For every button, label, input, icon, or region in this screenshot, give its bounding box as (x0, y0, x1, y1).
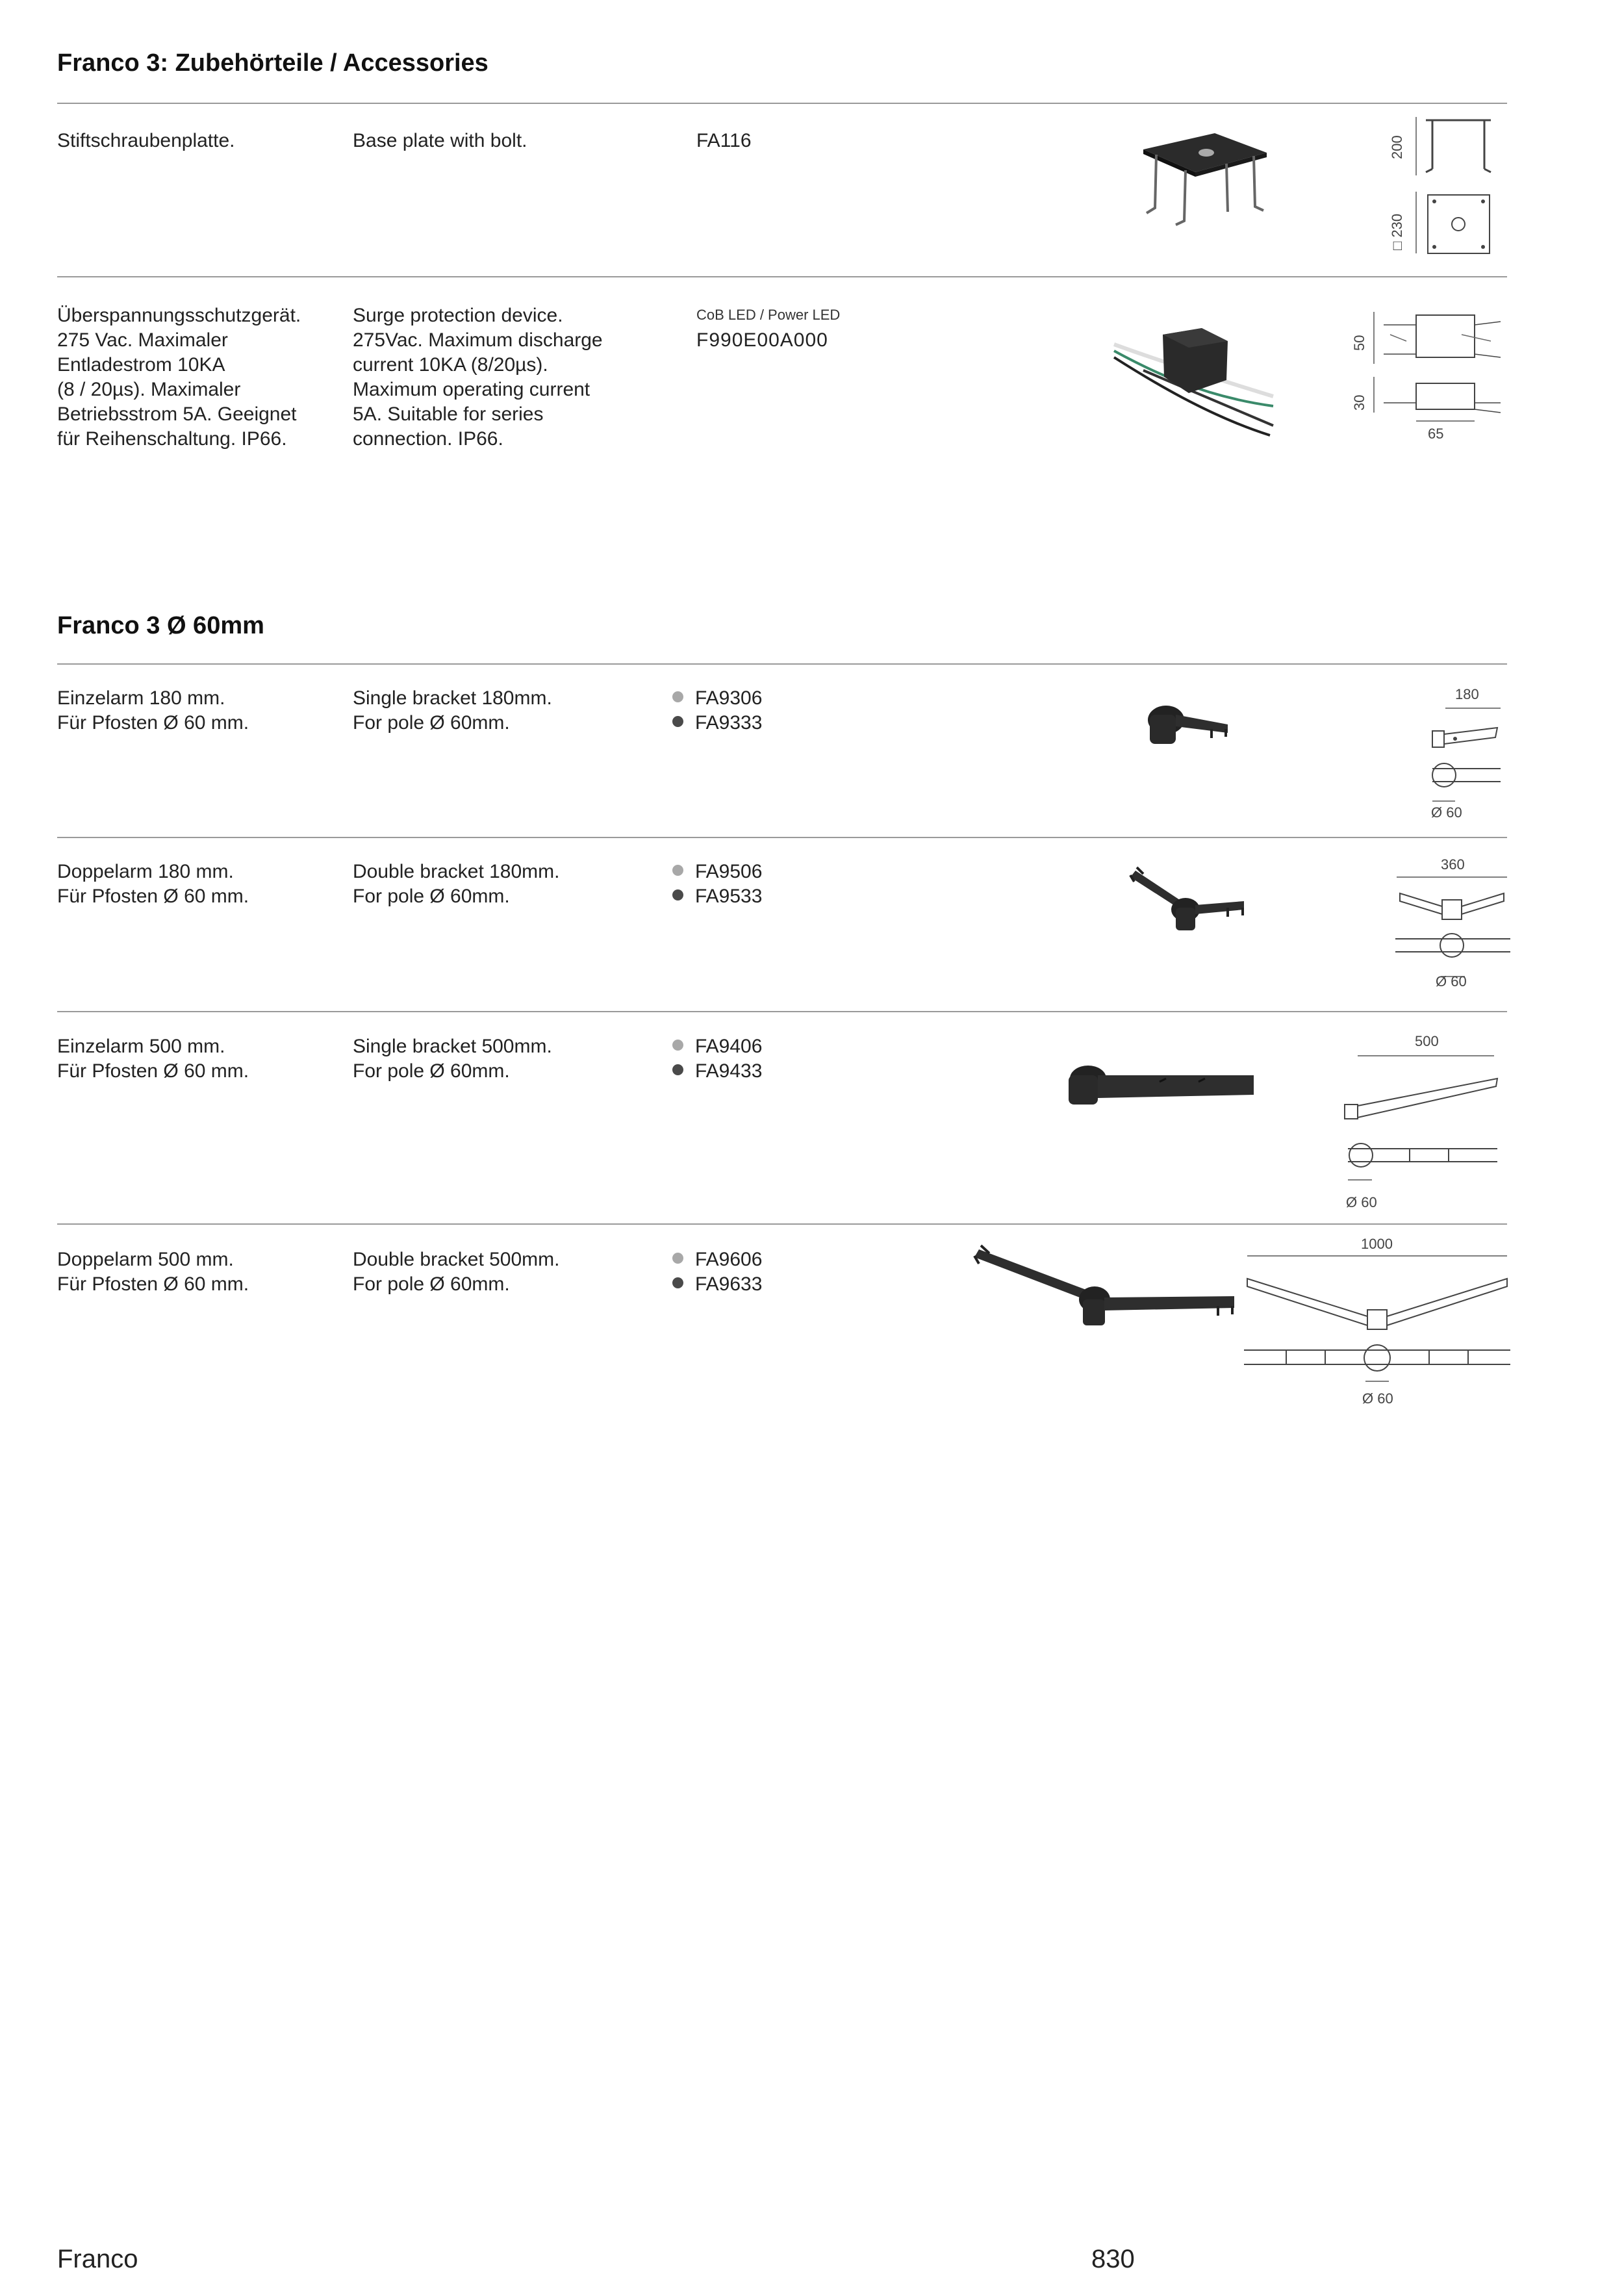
color-dot-light (672, 1253, 683, 1264)
item-desc-de: Stiftschraubenplatte. (57, 130, 235, 151)
double-bracket-180-photo (1124, 861, 1254, 942)
item-desc-en: Base plate with bolt. (353, 130, 527, 151)
double-bracket-500-photo (971, 1238, 1237, 1335)
item-desc-de: Einzelarm 500 mm. Für Pfosten Ø 60 mm. (57, 1036, 249, 1082)
variant-list (672, 1247, 762, 1297)
code-dark: FA9333 (695, 712, 763, 734)
dim-label-diameter: Ø 60 (1436, 973, 1467, 990)
item-desc-de: Überspannungsschutzgerät. 275 Vac. Maximaler Entladestrom 10KA (8 / 20µs). Maximaler Betriebsstrom 5A. Geeignet für Reihenschaltung. IP66. (57, 305, 301, 450)
item-code: FA116 (696, 130, 752, 151)
item-desc-en: Single bracket 180mm. For pole Ø 60mm. (353, 687, 552, 734)
dim-label-plate: □ 230 (1389, 213, 1405, 250)
variant-list (672, 686, 762, 735)
section1-title: Franco 3: Zubehörteile / Accessories (57, 49, 488, 77)
item-desc-en: Double bracket 500mm. For pole Ø 60mm. (353, 1249, 560, 1295)
dim-label-diameter: Ø 60 (1346, 1194, 1377, 1210)
variant-list (672, 1034, 762, 1084)
double-bracket-500-drawing (1241, 1253, 1514, 1386)
item-desc-en: Surge protection device. 275Vac. Maximum discharge current 10KA (8/20µs). Maximum operating current 5A. Suitable for series connection. IP66. (353, 305, 603, 450)
single-bracket-500-photo (1062, 1059, 1257, 1111)
item-desc-de: Einzelarm 180 mm. Für Pfosten Ø 60 mm. (57, 687, 249, 734)
color-dot-dark (672, 1064, 683, 1075)
dim-label-diameter: Ø 60 (1431, 804, 1462, 821)
single-bracket-180-drawing (1423, 705, 1507, 812)
base-plate-top-drawing (1410, 188, 1501, 260)
color-dot-dark (672, 716, 683, 727)
divider (57, 103, 1507, 104)
divider (57, 276, 1507, 277)
dim-label-width: 65 (1428, 426, 1444, 442)
color-dot-dark (672, 1277, 683, 1288)
dim-label-top: 500 (1415, 1033, 1439, 1049)
color-dot-light (672, 1040, 683, 1051)
item-desc-de: Doppelarm 180 mm. Für Pfosten Ø 60 mm. (57, 861, 249, 907)
single-bracket-500-drawing (1338, 1053, 1504, 1189)
code-light: FA9406 (695, 1036, 763, 1057)
item-code: F990E00A000 (696, 329, 828, 351)
code-dark: FA9633 (695, 1273, 763, 1295)
item-desc-de: Doppelarm 500 mm. Für Pfosten Ø 60 mm. (57, 1249, 249, 1295)
code-light: FA9606 (695, 1249, 763, 1270)
dim-label-height: 50 (1351, 335, 1367, 351)
code-light: FA9306 (695, 687, 763, 709)
divider (57, 663, 1507, 665)
surge-device-photo (1111, 318, 1280, 442)
code-light: FA9506 (695, 861, 763, 882)
single-bracket-180-photo (1140, 695, 1237, 754)
dim-label-top: 180 (1455, 686, 1479, 702)
item-desc-en: Single bracket 500mm. For pole Ø 60mm. (353, 1036, 552, 1082)
divider (57, 837, 1507, 838)
dim-label-top: 360 (1441, 856, 1465, 873)
code-dark: FA9533 (695, 886, 763, 907)
color-dot-light (672, 691, 683, 702)
item-desc-en: Double bracket 180mm. For pole Ø 60mm. (353, 861, 560, 907)
dim-label-diameter: Ø 60 (1362, 1390, 1393, 1407)
color-dot-dark (672, 889, 683, 901)
section2-title: Franco 3 Ø 60mm (57, 612, 264, 639)
base-plate-photo (1130, 130, 1280, 227)
code-label: CoB LED / Power LED (696, 307, 841, 323)
divider (57, 1011, 1507, 1012)
page-number: 830 (1091, 2245, 1135, 2273)
surge-device-drawing (1371, 305, 1501, 435)
dim-label-top: 1000 (1361, 1236, 1393, 1252)
dim-label-height: 200 (1389, 135, 1405, 159)
code-dark: FA9433 (695, 1060, 763, 1082)
color-dot-light (672, 865, 683, 876)
base-plate-side-drawing (1410, 114, 1501, 179)
divider (57, 1223, 1507, 1225)
footer-brand: Franco (57, 2245, 138, 2273)
dim-label-depth: 30 (1351, 394, 1367, 411)
variant-list (672, 860, 762, 909)
